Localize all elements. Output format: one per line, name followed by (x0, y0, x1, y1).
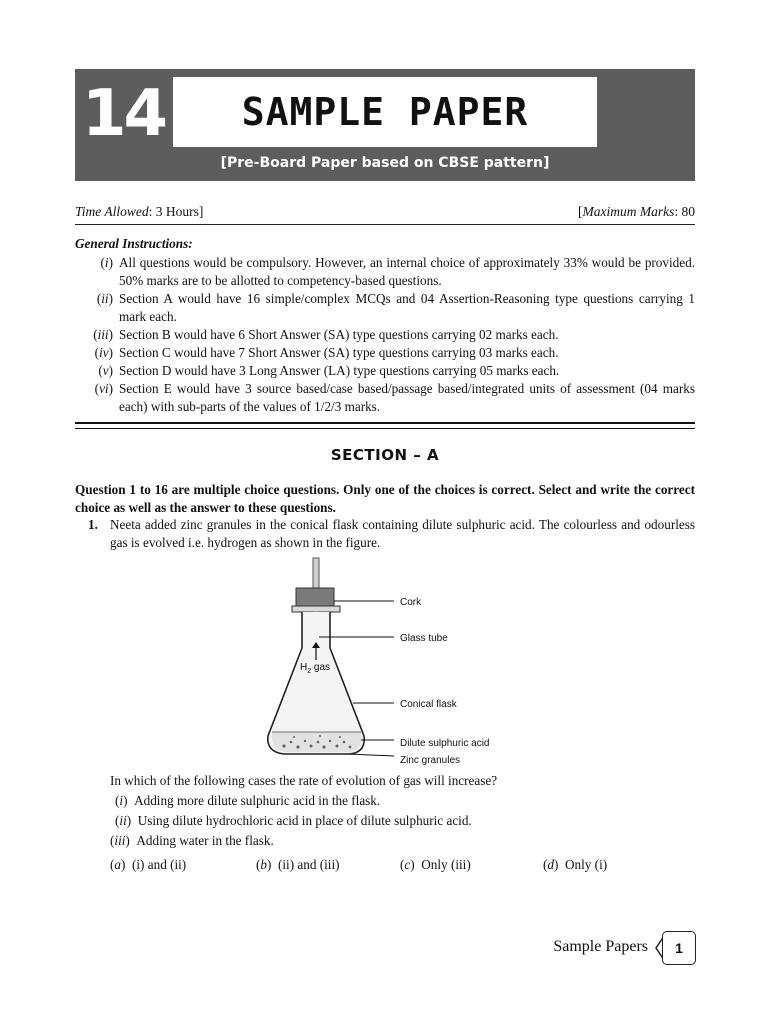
section-intro: Question 1 to 16 are multiple choice questions. Only one of the choices is correct. Select and write the correct choice as well as the answer to these questions. (75, 482, 695, 515)
zinc-leader (348, 754, 394, 756)
conical-flask-figure (258, 556, 518, 770)
paper-subtitle: [Pre-Board Paper based on CBSE pattern] (220, 155, 550, 171)
cork-label: Cork (400, 597, 422, 608)
instruction-text: Section D would have 3 Long Answer (LA) type questions carrying 05 marks each. (119, 363, 560, 378)
paper-title: SAMPLE PAPER (241, 90, 529, 134)
question-number: 1. (88, 517, 98, 532)
footer-label: Sample Papers (553, 938, 648, 955)
instruction-number: (iii) (93, 327, 113, 342)
choice-b: (b) (ii) and (iii) (256, 857, 340, 872)
choice-c: (c) Only (iii) (400, 857, 471, 872)
divider (75, 224, 695, 225)
option-item: (ii) Using dilute hydrochloric acid in place of dilute sulphuric acid. (115, 813, 472, 828)
option-text: Using dilute hydrochloric acid in place of dilute sulphuric acid. (137, 813, 472, 828)
glass-tube-top (313, 558, 319, 590)
instruction-item (75, 380, 695, 416)
instruction-text: Section B would have 6 Short Answer (SA) type questions carrying 02 marks each. (119, 327, 559, 342)
gas-label: $H_2$ gas (300, 662, 331, 675)
instruction-text: Section A would have 16 simple/complex MCQs and 04 Assertion-Reasoning type questions carrying 1 mark each. (119, 291, 695, 324)
question-1 (88, 516, 695, 552)
zinc-label: Zinc granules (400, 755, 461, 766)
instruction-number: (iv) (94, 345, 113, 360)
question-text: Neeta added zinc granules in the conical flask containing dilute sulphuric acid. The colourless and odourless gas is evolved i.e. hydrogen as shown in the figure. (110, 517, 695, 550)
time-allowed (75, 204, 203, 220)
instruction-item (75, 326, 695, 344)
instruction-item (75, 344, 695, 362)
meta-row (75, 204, 695, 220)
conical-flask-label: Conical flask (400, 699, 457, 710)
page-number: 1 (662, 931, 696, 965)
time-label: Time Allowed (75, 204, 149, 219)
acid-label: Dilute sulphuric acid (400, 738, 490, 749)
marks-open: [ (578, 204, 583, 219)
time-value: : 3 Hours] (148, 204, 204, 219)
cork-shape (296, 588, 334, 608)
marks-value: : 80 (674, 204, 695, 219)
instruction-number: (vi) (94, 381, 113, 396)
instruction-item (75, 362, 695, 380)
maximum-marks (578, 204, 695, 220)
choice-d: (d) Only (i) (543, 857, 608, 872)
double-divider (75, 422, 695, 429)
instruction-number: (i) (100, 255, 113, 270)
instruction-item (75, 290, 695, 326)
instructions-heading: General Instructions: (75, 236, 193, 251)
paper-number: 14 (82, 77, 166, 151)
instruction-text: Section C would have 7 Short Answer (SA) type questions carrying 03 marks each. (119, 345, 559, 360)
option-text: Adding water in the flask. (136, 833, 274, 848)
option-text: Adding more dilute sulphuric acid in the flask. (134, 793, 381, 808)
choice-a: (a) (i) and (ii) (110, 857, 187, 872)
instruction-number: (ii) (96, 291, 113, 306)
title-box (173, 77, 597, 147)
section-title: SECTION – A (330, 446, 440, 464)
instruction-number: (v) (98, 363, 113, 378)
glass-tube-label: Glass tube (400, 633, 448, 644)
flask-rim (292, 606, 340, 612)
instruction-text: All questions would be compulsory. However, an internal choice of approximately 33% would be provided. 50% marks are to be allotted to competency-based questions. (119, 255, 695, 288)
option-item: (i) Adding more dilute sulphuric acid in the flask. (115, 793, 381, 808)
instruction-text: Section E would have 3 source based/case based/passage based/integrated units of assessment (04 marks each) with sub-parts of the values of 1/2/3 marks. (119, 381, 695, 414)
acid-liquid (272, 732, 362, 752)
option-item: (iii) Adding water in the flask. (110, 833, 274, 848)
instruction-item (75, 254, 695, 290)
marks-label: Maximum Marks (582, 204, 675, 219)
question-stem: In which of the following cases the rate of evolution of gas will increase? (110, 773, 498, 788)
general-instructions (75, 235, 695, 416)
